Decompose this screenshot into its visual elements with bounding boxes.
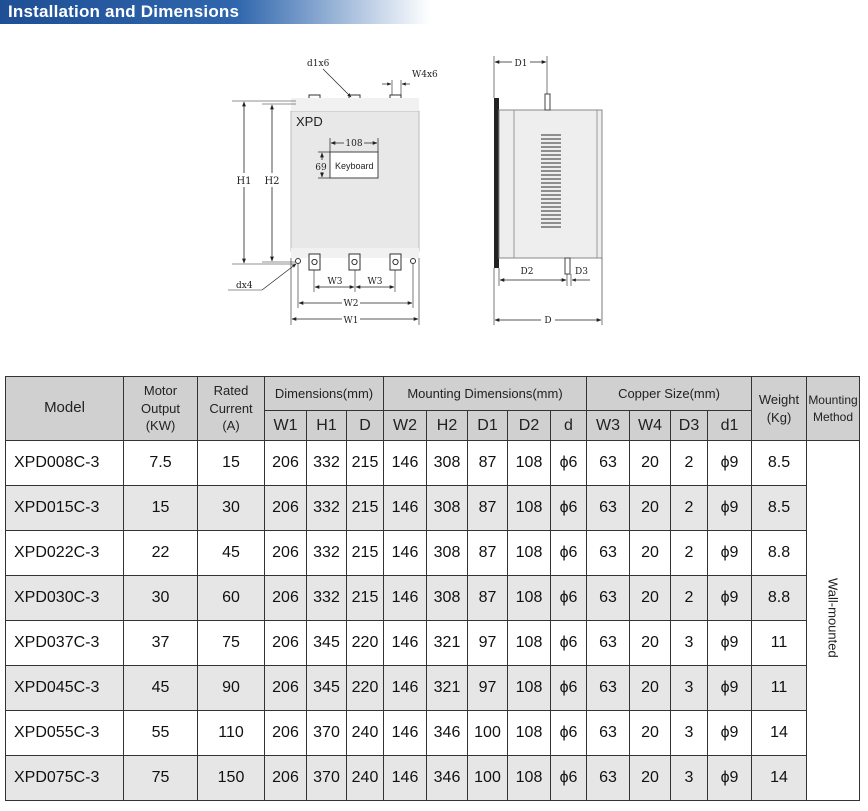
section-title: Installation and Dimensions <box>8 2 240 21</box>
table-cell: ϕ9 <box>708 711 752 756</box>
table-cell: 63 <box>587 711 630 756</box>
table-cell: 215 <box>347 531 384 576</box>
table-cell: 87 <box>468 441 508 486</box>
table-cell: ϕ9 <box>708 531 752 576</box>
header-copper-size: Copper Size(mm) <box>587 377 752 411</box>
table-cell: 45 <box>124 666 198 711</box>
table-cell: 215 <box>347 576 384 621</box>
table-cell: 87 <box>468 531 508 576</box>
table-cell: 97 <box>468 621 508 666</box>
table-cell: ϕ9 <box>708 756 752 801</box>
table-cell: ϕ9 <box>708 486 752 531</box>
header-mounting-method: Mounting Method <box>807 377 860 441</box>
table-cell: 370 <box>307 756 347 801</box>
front-view <box>228 59 438 326</box>
specification-table <box>5 376 860 801</box>
subheader-d2: D2 <box>508 411 551 441</box>
w3-left-label: W3 <box>327 277 343 287</box>
keyboard-height-label: 69 <box>315 163 327 173</box>
model-cell: XPD037C-3 <box>6 621 124 666</box>
model-cell: XPD015C-3 <box>6 486 124 531</box>
table-cell: 87 <box>468 576 508 621</box>
table-cell: 63 <box>587 441 630 486</box>
h1-label: H1 <box>236 176 252 187</box>
table-cell: 14 <box>752 711 807 756</box>
table-cell: 206 <box>265 756 307 801</box>
d1x6-label: d1x6 <box>307 59 330 69</box>
table-cell: 332 <box>307 441 347 486</box>
dimension-drawings <box>0 40 868 340</box>
table-cell: 87 <box>468 486 508 531</box>
table-cell: 146 <box>384 576 427 621</box>
header-rated-current: Rated Current (A) <box>198 377 265 441</box>
w2-label: W2 <box>343 299 359 309</box>
table-cell: 146 <box>384 486 427 531</box>
table-row <box>6 711 860 756</box>
subheader-w1: W1 <box>265 411 307 441</box>
table-cell: 215 <box>347 441 384 486</box>
table-cell: ϕ6 <box>551 576 587 621</box>
table-row <box>6 576 860 621</box>
table-cell: ϕ6 <box>551 486 587 531</box>
table-cell: 63 <box>587 531 630 576</box>
subheader-d3: D3 <box>671 411 708 441</box>
model-cell: XPD022C-3 <box>6 531 124 576</box>
table-cell: 14 <box>752 756 807 801</box>
table-cell: 345 <box>307 621 347 666</box>
header-mounting-dimensions: Mounting Dimensions(mm) <box>384 377 587 411</box>
header-dimensions: Dimensions(mm) <box>265 377 384 411</box>
table-row <box>6 756 860 801</box>
table-cell: 146 <box>384 531 427 576</box>
keyboard-width-label: 108 <box>345 139 363 149</box>
d2-label: D2 <box>520 267 534 277</box>
table-cell: 45 <box>198 531 265 576</box>
table-body <box>6 441 860 801</box>
table-cell: 8.5 <box>752 441 807 486</box>
table-cell: 20 <box>630 756 671 801</box>
subheader-copper-d1: d1 <box>708 411 752 441</box>
table-cell: 108 <box>508 441 551 486</box>
device-body <box>291 111 419 251</box>
table-cell: ϕ6 <box>551 441 587 486</box>
table-cell: 346 <box>427 756 468 801</box>
table-cell: 332 <box>307 531 347 576</box>
table-cell: 20 <box>630 711 671 756</box>
table-cell: 37 <box>124 621 198 666</box>
table-cell: ϕ9 <box>708 576 752 621</box>
side-top-terminal <box>545 94 550 110</box>
table-cell: ϕ6 <box>551 756 587 801</box>
device-name: XPD <box>296 114 323 129</box>
subheader-h1: H1 <box>307 411 347 441</box>
drawing-canvas <box>0 40 868 340</box>
side-bottom-terminal <box>565 258 570 274</box>
table-cell: 146 <box>384 621 427 666</box>
subheader-hole-d: d <box>551 411 587 441</box>
table-cell: 345 <box>307 666 347 711</box>
table-cell: 30 <box>124 576 198 621</box>
table-cell: 108 <box>508 486 551 531</box>
table-cell: 150 <box>198 756 265 801</box>
model-cell: XPD055C-3 <box>6 711 124 756</box>
table-cell: 20 <box>630 441 671 486</box>
table-cell: 63 <box>587 576 630 621</box>
table-cell: 370 <box>307 711 347 756</box>
d1-label: D1 <box>514 59 528 69</box>
table-cell: 20 <box>630 621 671 666</box>
table-cell: ϕ6 <box>551 621 587 666</box>
subheader-w4: W4 <box>630 411 671 441</box>
mounting-plate <box>494 98 499 268</box>
section-banner <box>0 0 430 24</box>
table-cell: 332 <box>307 576 347 621</box>
side-view <box>494 56 602 326</box>
d3-label: D3 <box>575 267 588 277</box>
mounting-method-value: Wall-mounted <box>825 578 841 658</box>
table-cell: 11 <box>752 621 807 666</box>
table-cell: 146 <box>384 756 427 801</box>
table-cell: 108 <box>508 756 551 801</box>
table-cell: 108 <box>508 576 551 621</box>
table-cell: 20 <box>630 666 671 711</box>
table-cell: 75 <box>124 756 198 801</box>
table-cell: 8.8 <box>752 576 807 621</box>
dx4-label: dx4 <box>236 281 253 291</box>
table-cell: 60 <box>198 576 265 621</box>
table-cell: 3 <box>671 711 708 756</box>
table-cell: 8.5 <box>752 486 807 531</box>
table-cell: 206 <box>265 486 307 531</box>
table-cell: 206 <box>265 441 307 486</box>
table-row <box>6 666 860 711</box>
table-cell: 206 <box>265 711 307 756</box>
table-cell: 321 <box>427 621 468 666</box>
table-cell: 346 <box>427 711 468 756</box>
header-model: Model <box>6 377 124 441</box>
table-cell: 75 <box>198 621 265 666</box>
table-cell: 11 <box>752 666 807 711</box>
table-row <box>6 621 860 666</box>
table-cell: 308 <box>427 441 468 486</box>
table-cell: 308 <box>427 576 468 621</box>
table-cell: 55 <box>124 711 198 756</box>
table-cell: ϕ9 <box>708 441 752 486</box>
table-cell: 215 <box>347 486 384 531</box>
table-cell: 220 <box>347 621 384 666</box>
table-cell: 3 <box>671 621 708 666</box>
table-cell: 7.5 <box>124 441 198 486</box>
table-cell: 3 <box>671 666 708 711</box>
table-cell: 3 <box>671 756 708 801</box>
table-cell: 90 <box>198 666 265 711</box>
table-row <box>6 441 860 486</box>
table-cell: 63 <box>587 756 630 801</box>
w4x6-label: W4x6 <box>412 70 438 80</box>
subheader-h2: H2 <box>427 411 468 441</box>
table-cell: 240 <box>347 756 384 801</box>
table-cell: 8.8 <box>752 531 807 576</box>
table-cell: ϕ9 <box>708 666 752 711</box>
subheader-d1: D1 <box>468 411 508 441</box>
table-cell: 206 <box>265 621 307 666</box>
table-cell: 20 <box>630 576 671 621</box>
table-cell: 206 <box>265 531 307 576</box>
table-cell: 308 <box>427 531 468 576</box>
subheader-w2: W2 <box>384 411 427 441</box>
header-motor-output: Motor Output (KW) <box>124 377 198 441</box>
model-cell: XPD030C-3 <box>6 576 124 621</box>
table-cell: 15 <box>198 441 265 486</box>
model-cell: XPD008C-3 <box>6 441 124 486</box>
table-cell: 63 <box>587 621 630 666</box>
table-cell: 146 <box>384 441 427 486</box>
table-cell: 240 <box>347 711 384 756</box>
table-cell: 97 <box>468 666 508 711</box>
table-cell: 20 <box>630 486 671 531</box>
table-cell: 2 <box>671 486 708 531</box>
table-cell: 332 <box>307 486 347 531</box>
table-cell: 146 <box>384 666 427 711</box>
table-cell: 63 <box>587 666 630 711</box>
table-cell: 108 <box>508 666 551 711</box>
model-cell: XPD075C-3 <box>6 756 124 801</box>
table-cell: 100 <box>468 756 508 801</box>
table-cell: 20 <box>630 531 671 576</box>
table-cell: ϕ9 <box>708 621 752 666</box>
table-row <box>6 531 860 576</box>
table-cell: 2 <box>671 441 708 486</box>
w3-right-label: W3 <box>367 277 383 287</box>
table-cell: 108 <box>508 711 551 756</box>
table-cell: 321 <box>427 666 468 711</box>
table-cell: 308 <box>427 486 468 531</box>
table-cell: 100 <box>468 711 508 756</box>
table-cell: 30 <box>198 486 265 531</box>
table-cell: 15 <box>124 486 198 531</box>
model-cell: XPD045C-3 <box>6 666 124 711</box>
subheader-w3: W3 <box>587 411 630 441</box>
table-cell: 2 <box>671 531 708 576</box>
table-cell: ϕ6 <box>551 711 587 756</box>
table-cell: 110 <box>198 711 265 756</box>
table-cell: 108 <box>508 531 551 576</box>
table-cell: 108 <box>508 621 551 666</box>
table-cell: 146 <box>384 711 427 756</box>
table-cell: ϕ6 <box>551 666 587 711</box>
table-cell: 22 <box>124 531 198 576</box>
w1-label: W1 <box>343 316 359 326</box>
table-cell: 206 <box>265 666 307 711</box>
subheader-d: D <box>347 411 384 441</box>
table-cell: 220 <box>347 666 384 711</box>
table-cell: 2 <box>671 576 708 621</box>
mounting-method-cell <box>807 441 860 801</box>
d-label: D <box>544 316 552 326</box>
keyboard-label: Keyboard <box>335 161 374 171</box>
table-cell: 63 <box>587 486 630 531</box>
table-row <box>6 486 860 531</box>
table-cell: ϕ6 <box>551 531 587 576</box>
h2-label: H2 <box>264 176 280 187</box>
table-cell: 206 <box>265 576 307 621</box>
header-weight: Weight (Kg) <box>752 377 807 441</box>
